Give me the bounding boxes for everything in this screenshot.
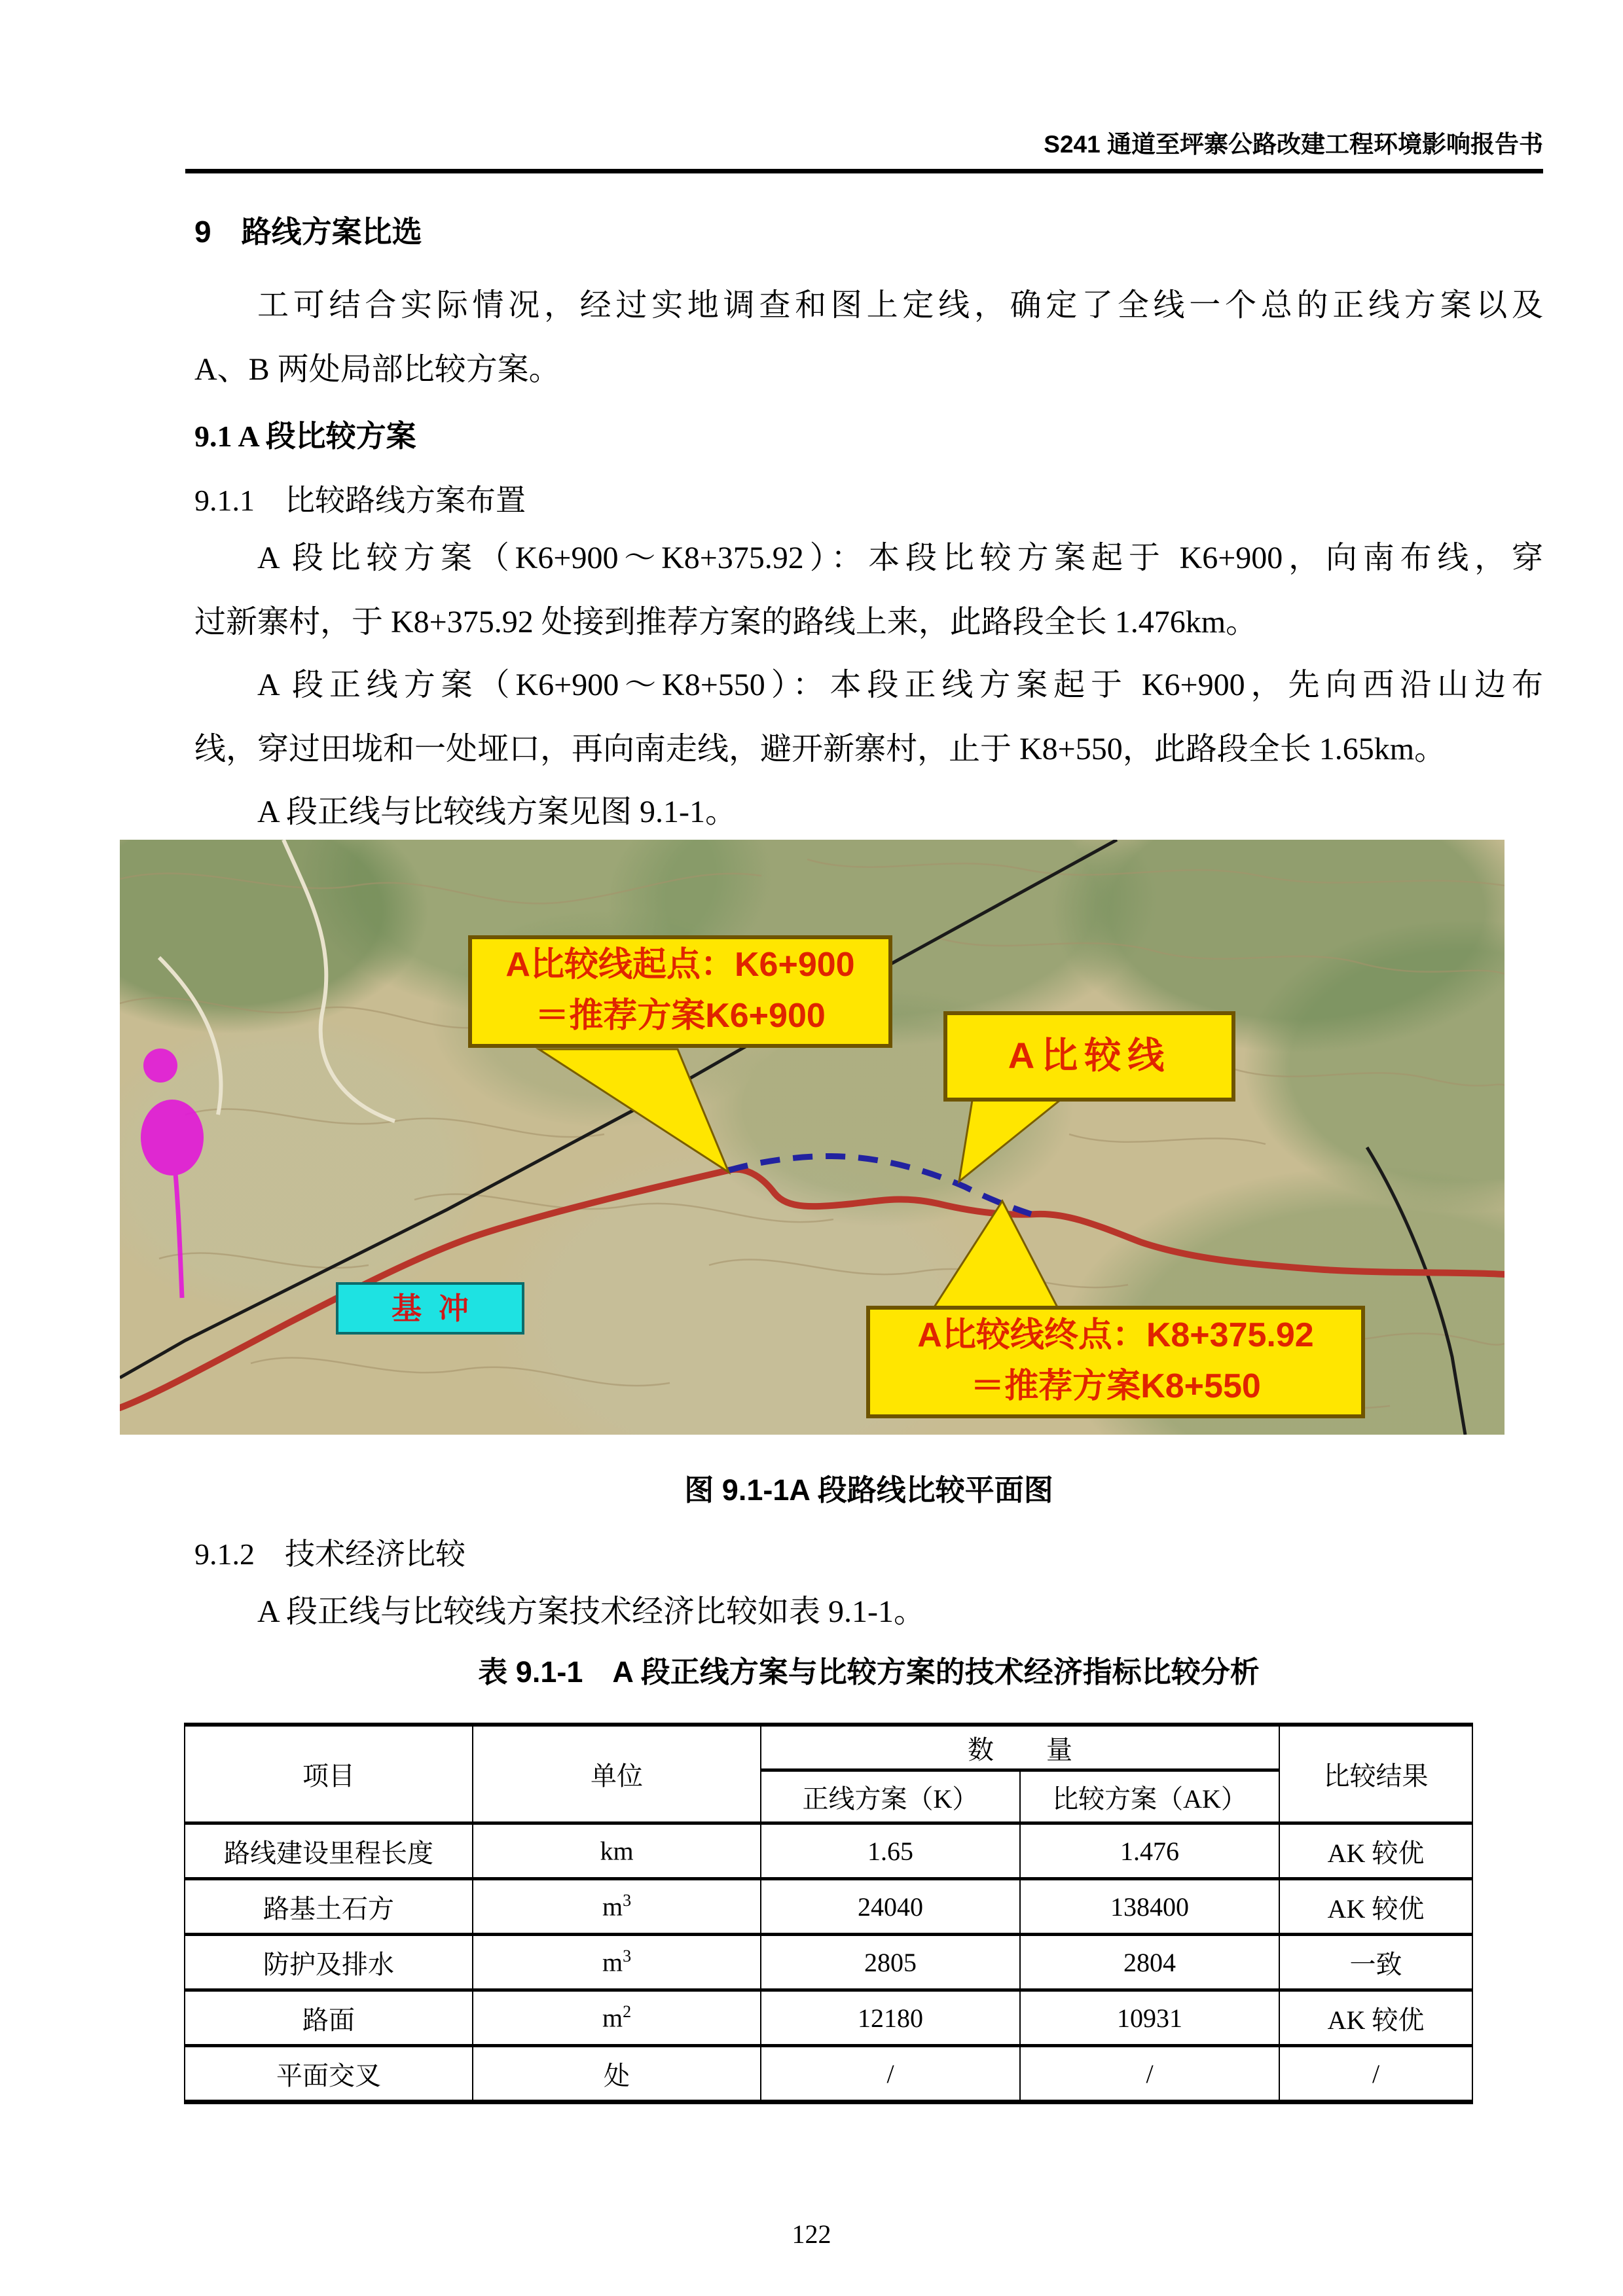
cell-ak: / [1020,2046,1279,2102]
unit-text: m [602,1892,623,1922]
cell-ak: 1.476 [1020,1823,1279,1879]
cell-k: / [761,2046,1020,2102]
callout-start-line2: ＝推荐方案K6+900 [535,997,826,1035]
cell-ak: 10931 [1020,1990,1279,2046]
cell-ak: 2804 [1020,1935,1279,1990]
unit-text: m [602,1947,623,1977]
unit-text: m [602,2003,623,2033]
unit-sup: 3 [623,1891,632,1910]
table-row [185,1823,1472,1879]
col-header-unit: 单位 [473,1725,761,1823]
paragraph-line: A 段比较方案（K6+900～K8+375.92）：本段比较方案起于 K6+900，向南布线，穿 [257,541,1543,575]
comparison-route-line [729,1157,1031,1214]
col-header-result: 比较结果 [1279,1725,1472,1823]
table-header-row-1 [185,1725,1472,1770]
paragraph-line: A、B 两处局部比较方案。 [194,352,560,387]
callout-compare-line-text: A比较线 [1008,1035,1171,1076]
unit-text: km [600,1836,634,1866]
callout-compare-line [943,1011,1235,1102]
cell-k: 1.65 [761,1823,1020,1879]
cell-item: 路面 [185,1990,473,2046]
cell-result: AK 较优 [1279,1990,1472,2046]
page-header: S241 通道至坪寨公路改建工程环境影响报告书 [1044,131,1543,158]
cell-unit [473,1879,761,1935]
callout-end-line2: ＝推荐方案K8+550 [970,1367,1261,1405]
cell-k: 24040 [761,1879,1020,1935]
minor-roads [159,840,395,1121]
header-rule [185,169,1543,173]
cell-result: 一致 [1279,1935,1472,1990]
cell-result: AK 较优 [1279,1879,1472,1935]
unit-sup: 3 [623,1946,632,1966]
cell-k: 2805 [761,1935,1020,1990]
callout-start-line1: A比较线起点：K6+900 [505,946,855,984]
cell-unit [473,2046,761,2102]
table-caption: 表 9.1-1 A 段正线方案与比较方案的技术经济指标比较分析 [478,1655,1260,1689]
heading-9-1-2: 9.1.2 技术经济比较 [194,1537,465,1571]
paragraph-line: A 段正线与比较线方案技术经济比较如表 9.1-1。 [257,1594,926,1629]
col-header-scheme-ak: 比较方案（AK） [1020,1770,1279,1823]
cell-item: 防护及排水 [185,1935,473,1990]
heading-9-1-1: 9.1.1 比较路线方案布置 [194,484,526,517]
unit-sup: 2 [623,2002,632,2022]
col-header-quantity: 数 量 [761,1725,1279,1770]
heading-9: 9 路线方案比选 [194,215,422,249]
paragraph-line: 线，穿过田垅和一处垭口，再向南走线，避开新寨村，止于 K8+550，此路段全长 1.65km。 [194,732,1446,766]
table-row [185,1990,1472,2046]
heading-9-1: 9.1 A 段比较方案 [194,420,416,453]
table-row [185,1879,1472,1935]
secondary-black-line [1367,1147,1465,1435]
village-label: 基冲 [336,1282,524,1335]
cell-ak: 138400 [1020,1879,1279,1935]
paragraph-line: A 段正线与比较线方案见图 9.1-1。 [257,795,737,829]
stake-marker [141,1049,204,1298]
callout-end [866,1306,1365,1418]
cell-k: 12180 [761,1990,1020,2046]
callout-start [468,935,892,1048]
paragraph-line: 工可结合实际情况，经过实地调查和图上定线，确定了全线一个总的正线方案以及 [257,288,1543,323]
table-row [185,2046,1472,2102]
table-row [185,1935,1472,1990]
page-number: 122 [792,2219,831,2249]
cell-item: 路线建设里程长度 [185,1823,473,1879]
figure-caption: 图 9.1-1A 段路线比较平面图 [684,1473,1053,1507]
comparison-table [184,1723,1473,2104]
col-header-scheme-k: 正线方案（K） [761,1770,1020,1823]
unit-text: 处 [604,2060,630,2090]
route-comparison-map [120,840,1504,1435]
cell-result: AK 较优 [1279,1823,1472,1879]
cell-item: 路基土石方 [185,1879,473,1935]
cell-item: 平面交叉 [185,2046,473,2102]
paragraph-line: A 段正线方案（K6+900～K8+550）：本段正线方案起于 K6+900，先向西沿山边布 [257,668,1543,702]
cell-result: / [1279,2046,1472,2102]
cell-unit [473,1823,761,1879]
callout-end-line1: A比较线终点：K8+375.92 [917,1316,1314,1354]
paragraph-line: 过新寨村，于 K8+375.92 处接到推荐方案的路线上来，此路段全长 1.476km。 [194,605,1258,639]
cell-unit [473,1990,761,2046]
col-header-item: 项目 [185,1725,473,1823]
cell-unit [473,1935,761,1990]
